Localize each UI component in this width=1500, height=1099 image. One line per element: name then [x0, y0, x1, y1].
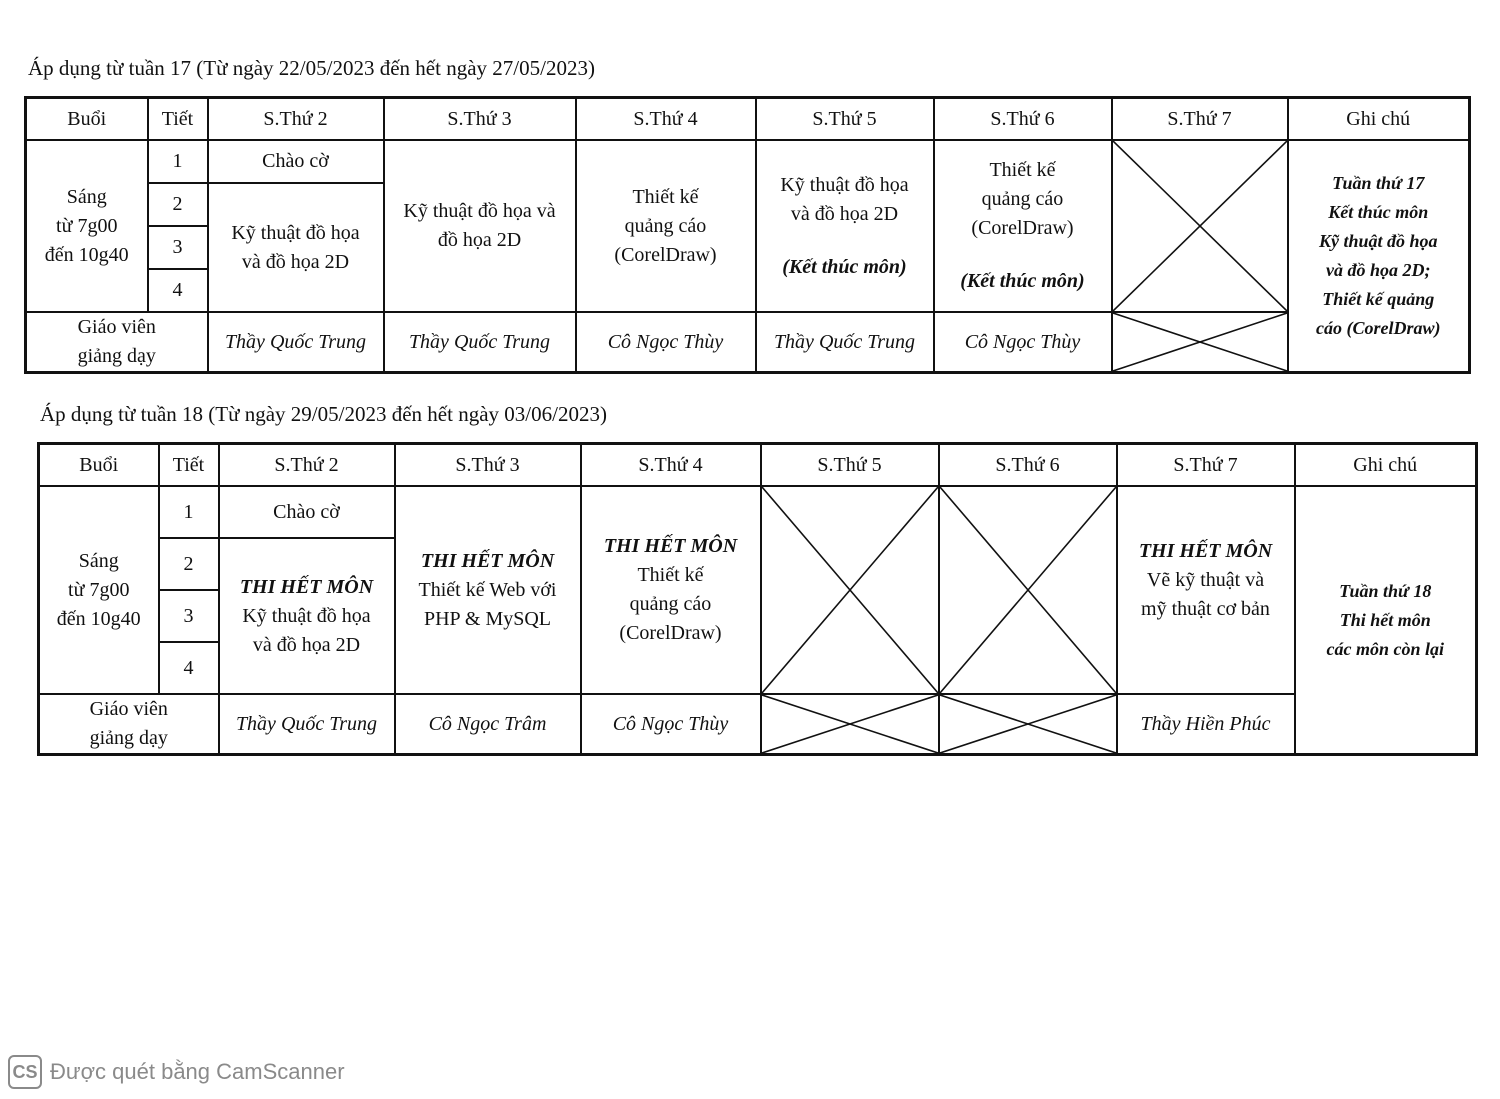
subject-line: Kỹ thuật đồ họa	[231, 221, 360, 244]
header-tuesday: S.Thứ 3	[384, 98, 576, 141]
tuesday-subject	[395, 486, 581, 694]
header-saturday: S.Thứ 7	[1117, 444, 1295, 487]
period-number: 4	[159, 642, 219, 694]
thursday-empty-cell	[761, 486, 939, 694]
note-line: Kỹ thuật đồ họa	[1318, 231, 1438, 251]
subject-line: Thiết kế	[632, 185, 699, 208]
subject-line: Kỹ thuật đồ họa	[242, 604, 371, 627]
week17-schedule-table	[24, 96, 1471, 374]
subject-line: (CorelDraw)	[619, 622, 722, 644]
period-number: 2	[148, 183, 208, 226]
spacer	[937, 243, 1109, 267]
tuesday-teacher: Cô Ngọc Trâm	[395, 694, 581, 755]
monday-period1: Chào cờ	[219, 486, 395, 538]
period-row	[39, 486, 1477, 538]
note-line: cáo (CorelDraw)	[1316, 318, 1441, 338]
watermark-text: Được quét bằng CamScanner	[50, 1059, 345, 1084]
subject-line: quảng cáo	[981, 188, 1064, 210]
camscanner-logo-icon: CS	[8, 1055, 42, 1089]
header-buoi: Buổi	[26, 98, 148, 141]
teacher-label-line: giảng dạy	[77, 345, 156, 367]
friday-subject	[934, 140, 1112, 312]
tuesday-subject	[384, 140, 576, 312]
header-wednesday: S.Thứ 4	[581, 444, 761, 487]
subject-line: quảng cáo	[629, 593, 712, 615]
subject-line: Thiết kế Web với	[418, 578, 557, 601]
subject-line: Thiết kế	[989, 159, 1056, 181]
header-buoi: Buổi	[39, 444, 159, 487]
saturday-teacher: Thầy Hiền Phúc	[1117, 694, 1295, 755]
monday-teacher: Thầy Quốc Trung	[219, 694, 395, 755]
note-line: Tuần thứ 17	[1332, 173, 1425, 193]
header-row	[26, 98, 1470, 141]
monday-subject	[208, 183, 384, 312]
spacer	[759, 229, 931, 253]
period-number: 1	[159, 486, 219, 538]
wednesday-teacher: Cô Ngọc Thùy	[576, 312, 756, 373]
week18-heading: Áp dụng từ tuần 18 (Từ ngày 29/05/2023 đến hết ngày 03/06/2023)	[40, 402, 607, 426]
subject-line: đồ họa 2D	[437, 229, 522, 251]
thursday-teacher: Thầy Quốc Trung	[756, 312, 934, 373]
header-friday: S.Thứ 6	[934, 98, 1112, 141]
subject-line: PHP & MySQL	[423, 607, 552, 630]
week17-heading: Áp dụng từ tuần 17 (Từ ngày 22/05/2023 đến hết ngày 27/05/2023)	[28, 56, 595, 80]
session-line: từ 7g00	[68, 578, 130, 601]
exam-label: THI HẾT MÔN	[239, 575, 374, 598]
note-cell	[1288, 140, 1470, 373]
subject-line: và đồ họa 2D	[790, 202, 899, 225]
header-thursday: S.Thứ 5	[756, 98, 934, 141]
subject-line: Kỹ thuật đồ họa	[780, 173, 909, 196]
teacher-label-line: Giáo viên	[77, 316, 156, 338]
note-cell	[1295, 486, 1477, 755]
monday-teacher: Thầy Quốc Trung	[208, 312, 384, 373]
teacher-label-line: giảng dạy	[89, 727, 168, 749]
cross-out-mark	[762, 695, 938, 753]
wednesday-subject	[576, 140, 756, 312]
subject-line: Thiết kế	[637, 564, 704, 586]
note-line: Kết thúc môn	[1328, 202, 1429, 222]
period-number: 1	[148, 140, 208, 183]
header-tiet: Tiết	[159, 444, 219, 487]
teacher-label	[26, 312, 208, 373]
exam-label: THI HẾT MÔN	[1138, 540, 1273, 562]
cross-out-mark	[940, 487, 1116, 693]
friday-empty-cell	[939, 486, 1117, 694]
session-line: từ 7g00	[56, 214, 118, 237]
header-thursday: S.Thứ 5	[761, 444, 939, 487]
wednesday-subject	[581, 486, 761, 694]
saturday-teacher-empty	[1112, 312, 1288, 373]
teacher-row	[26, 312, 1470, 373]
header-tuesday: S.Thứ 3	[395, 444, 581, 487]
header-note: Ghi chú	[1295, 444, 1477, 487]
header-wednesday: S.Thứ 4	[576, 98, 756, 141]
note-line: Tuần thứ 18	[1339, 581, 1432, 601]
period-number: 3	[159, 590, 219, 642]
end-of-course-label: (Kết thúc môn)	[782, 255, 907, 278]
monday-period1: Chào cờ	[208, 140, 384, 183]
teacher-label-line: Giáo viên	[89, 698, 168, 720]
monday-subject	[219, 538, 395, 694]
note-line: các môn còn lại	[1326, 639, 1444, 659]
session-line: Sáng	[78, 549, 119, 572]
period-number: 3	[148, 226, 208, 269]
header-monday: S.Thứ 2	[208, 98, 384, 141]
camscanner-watermark	[8, 1055, 345, 1089]
session-line: Sáng	[66, 185, 107, 208]
teacher-row	[39, 694, 1477, 755]
exam-label: THI HẾT MÔN	[420, 549, 555, 572]
subject-line: mỹ thuật cơ bản	[1141, 598, 1270, 620]
thursday-teacher-empty	[761, 694, 939, 755]
teacher-label	[39, 694, 219, 755]
session-line: đến 10g40	[56, 607, 141, 630]
thursday-subject	[756, 140, 934, 312]
subject-line: và đồ họa 2D	[241, 250, 350, 273]
period-number: 4	[148, 269, 208, 312]
friday-teacher-empty	[939, 694, 1117, 755]
header-monday: S.Thứ 2	[219, 444, 395, 487]
end-of-course-label: (Kết thúc môn)	[960, 270, 1085, 292]
exam-label: THI HẾT MÔN	[603, 535, 738, 557]
session-cell	[39, 486, 159, 694]
header-friday: S.Thứ 6	[939, 444, 1117, 487]
period-number: 2	[159, 538, 219, 590]
saturday-subject	[1117, 486, 1295, 694]
note-line: và đồ họa 2D;	[1326, 260, 1431, 280]
tuesday-teacher: Thầy Quốc Trung	[384, 312, 576, 373]
cross-out-mark	[762, 487, 938, 693]
header-note: Ghi chú	[1288, 98, 1470, 141]
header-saturday: S.Thứ 7	[1112, 98, 1288, 141]
session-line: đến 10g40	[44, 243, 129, 266]
subject-line: (CorelDraw)	[971, 217, 1074, 239]
cross-out-mark	[1113, 141, 1287, 311]
saturday-empty-cell	[1112, 140, 1288, 312]
subject-line: quảng cáo	[624, 214, 707, 237]
subject-line: và đồ họa 2D	[252, 633, 361, 656]
week18-schedule-table	[37, 442, 1478, 756]
period-row	[26, 140, 1470, 183]
subject-line: Vẽ kỹ thuật và	[1146, 569, 1265, 591]
cross-out-mark	[1113, 313, 1287, 371]
note-line: Thiết kế quảng	[1322, 289, 1435, 309]
header-tiet: Tiết	[148, 98, 208, 141]
note-line: Thi hết môn	[1339, 610, 1431, 630]
header-row	[39, 444, 1477, 487]
session-cell	[26, 140, 148, 312]
cross-out-mark	[940, 695, 1116, 753]
subject-line: (CorelDraw)	[614, 243, 717, 266]
subject-line: Kỹ thuật đồ họa và	[403, 200, 556, 222]
wednesday-teacher: Cô Ngọc Thùy	[581, 694, 761, 755]
friday-teacher: Cô Ngọc Thùy	[934, 312, 1112, 373]
